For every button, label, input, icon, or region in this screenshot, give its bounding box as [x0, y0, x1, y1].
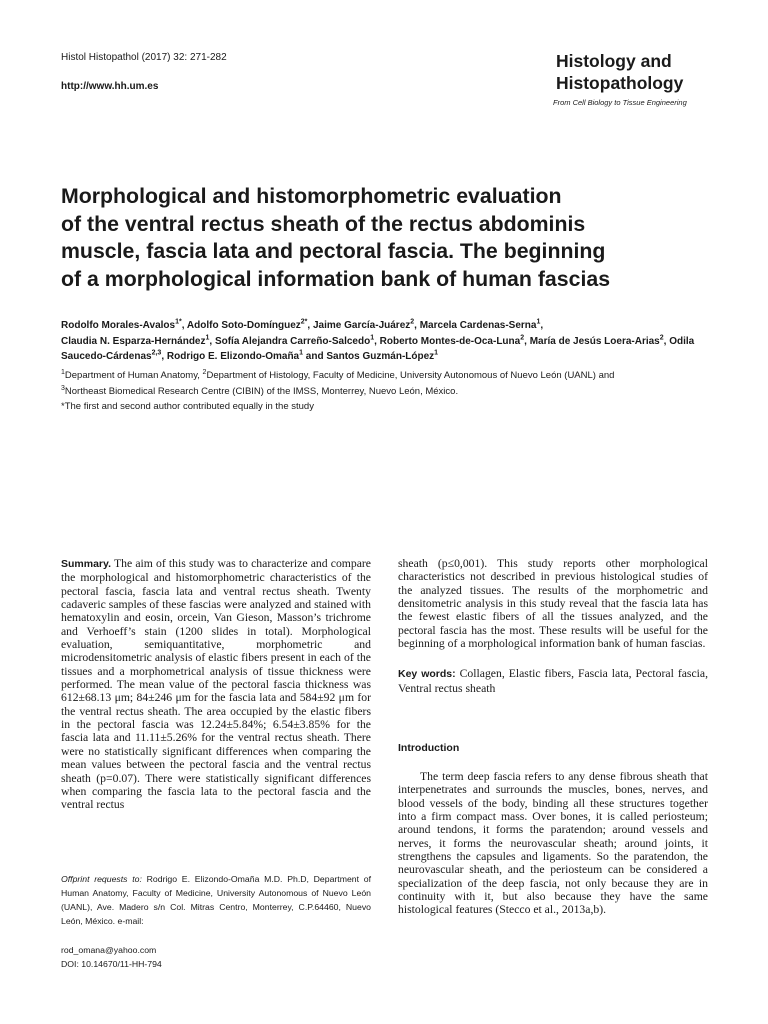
journal-citation: Histol Histopathol (2017) 32: 271-282 [61, 52, 227, 63]
journal-name-line-1: Histology and [556, 51, 672, 71]
author: María de Jesús Loera-Arias$^2$, [529, 334, 670, 347]
right-column [398, 557, 708, 917]
summary-label: Summary. [61, 558, 111, 570]
introduction-paragraph: The term deep fascia refers to any dense fibrous sheath that interpenetrates and surrounds the muscles, bones, nerves, and blood vessels of the body, binding all these structures together into a firm compact mass. Over bones, it is called periosteum; around tendons, it forms the paratendon; around vessels and nerves, it forms the neurovascular sheath; around joints, it strengthens the capsules and ligaments. So the paratendon, the neurovascular sheath, and the periosteum can be considered a specialization of the deep fascia, not only because they are in continuity with it, but also because they have the same histological features (Stecco et al., 2013a,b). [398, 770, 708, 917]
title-line: muscle, fascia lata and pectoral fascia. The beginning [61, 239, 606, 263]
article-title [61, 183, 721, 293]
contact-meta [61, 943, 162, 971]
journal-name [556, 50, 683, 94]
keywords-label: Key words: [398, 668, 456, 681]
author: Rodrigo E. Elizondo-Omaña$^1$ and [166, 349, 327, 362]
journal-url[interactable]: http://www.hh.um.es [61, 81, 159, 92]
author: Roberto Montes-de-Oca-Luna$^2$, [379, 334, 530, 347]
journal-name-line-2: Histopathology [556, 73, 684, 93]
doi: DOI: 10.14670/11-HH-794 [61, 959, 162, 969]
email-link[interactable]: rod_omana@yahoo.com [61, 945, 157, 955]
author: Jaime García-Juárez$^2$, [312, 318, 420, 331]
offprint-text: Rodrigo E. Elizondo-Omaña M.D. Ph.D, Department of Human Anatomy, Faculty of Medicine, University Autonomous of Nuevo León (UANL), Ave. Madero s/n Col. Mitras Centro, Monterrey, C.P.64460, Nuevo León, México. e-mail: [61, 874, 371, 926]
title-line: Morphological and histomorphometric evaluation [61, 184, 562, 208]
journal-tagline: From Cell Biology to Tissue Engineering [553, 98, 687, 107]
title-line: of the ventral rectus sheath of the rectus abdominis [61, 211, 586, 236]
author: Marcela Cardenas-Serna$^1$, [419, 318, 544, 331]
left-column [61, 557, 371, 812]
author: Santos Guzmán-López$^1$ [326, 349, 439, 362]
equal-contribution-note: *The first and second author contributed equally in the study [61, 401, 314, 412]
author: Sofía Alejandra Carreño-Salcedo$^1$, [214, 334, 380, 347]
author: Adolfo Soto-Domínguez$^{2*}$, [186, 318, 313, 331]
offprint-label: Offprint requests to: [61, 874, 142, 884]
summary-paragraph [61, 557, 371, 812]
affiliation-line: $^1$Department of Human Anatomy, $^2$Department of Histology, Faculty of Medicine, University Autonomous of Nuevo León (UANL) and [61, 368, 615, 381]
author: Rodolfo Morales-Avalos$^{1*}$, [61, 318, 187, 331]
author-list [61, 318, 721, 365]
summary-text: The aim of this study was to characterize and compare the morphological and histomorphometric characteristics of the pectoral fascia, fascia lata and ventral rectus sheath. Twenty cadaveric samples of these fascias were analyzed and stained with hematoxylin and eosin, orcein, Van Gieson, Masson’s trichrome and Verhoeff’s stain (1200 slides in total). Morphological evaluation, semiquantitative, morphometric and microdensitometric analysis of elastic fibers present in each of the tissues and a morphometrical analysis of tissue thickness were performed. The mean value of the pectoral fascia thickness was 612±68.13 μm; 84±246 μm for the fascia lata and 584±92 μm for the ventral rectus sheath. The area occupied by the elastic fibers in the pectoral fascia was 12.24±5.84%; 6.54±3.85% for the fascia lata and 11.11±5.26% for the ventral rectus sheath. There were no statistically significant differences when comparing the mean values between the pectoral fascia and the ventral rectus sheath (p=0.07). There were statistically significant differences when comparing the fascia lata to the pectoral fascia and the ventral rectus [61, 557, 371, 812]
keywords [398, 667, 708, 695]
title-line: of a morphological information bank of human fascias [61, 266, 611, 291]
offprint-block [61, 872, 371, 928]
affiliations [61, 368, 731, 415]
introduction-heading: Introduction [398, 742, 460, 754]
author: Claudia N. Esparza-Hernández$^1$, [61, 334, 215, 347]
summary-continuation: sheath (p≤0,001). This study reports other morphological characteristics not described in previous histological studies of the analyzed tissues. The results of the morphometric and densitometric analysis in this study reveal that the fascia lata has the fewest elastic fibers of all the tissues analyzed, and the pectoral fascia has the most. These results will be useful for the beginning of a morphological information bank of human fascias. [398, 557, 708, 651]
affiliation-line: $^3$Northeast Biomedical Research Centre (CIBIN) of the IMSS, Monterrey, Nuevo León, México. [61, 384, 459, 397]
author: Odila Saucedo-Cárdenas$^{2,3}$, [61, 335, 695, 362]
keywords-text: Collagen, Elastic fibers, Fascia lata, Pectoral fascia, Ventral rectus sheath [398, 667, 708, 695]
